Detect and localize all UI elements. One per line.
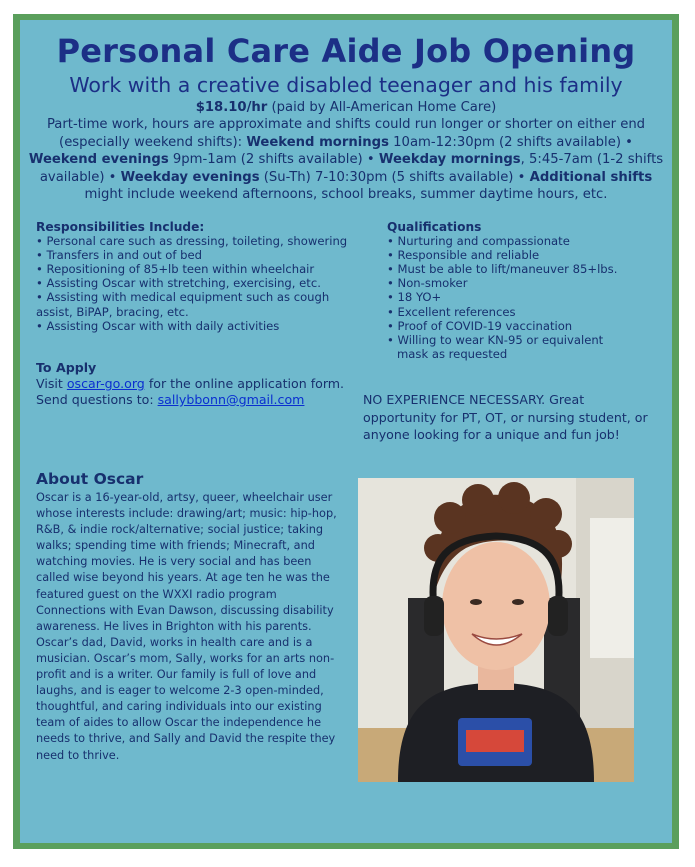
- apply-section: [36, 360, 356, 408]
- list-item: • Willing to wear KN-95 or equivalent mask as requested: [387, 333, 637, 361]
- shift-weekday-evenings-detail: (Su-Th) 7-10:30pm (5 shifts available) •: [259, 169, 530, 185]
- list-item: • Assisting Oscar with stretching, exercising, etc.: [36, 276, 366, 290]
- shift-weekend-mornings-detail: 10am-12:30pm (2 shifts available) •: [388, 134, 633, 150]
- portrait-illustration: [358, 478, 634, 782]
- shift-additional: Additional shifts: [529, 169, 653, 185]
- qualifications-heading: Qualifications: [387, 220, 482, 234]
- shift-weekend-mornings: Weekend mornings: [246, 134, 389, 150]
- shift-additional-detail: might include weekend afternoons, school breaks, summer daytime hours, etc.: [84, 187, 608, 203]
- responsibilities-list: [36, 234, 366, 333]
- shift-weekend-evenings: Weekend evenings: [28, 152, 169, 168]
- list-item: • Repositioning of 85+lb teen within wheelchair: [36, 262, 366, 276]
- qualifications-section: [387, 220, 637, 361]
- intro-text: Part-time work, hours are approximate and shifts could run longer or shorter on either end (especially weekend shifts):: [46, 117, 646, 150]
- pay-rate: $18.10/hr: [195, 100, 268, 115]
- list-item: • Assisting Oscar with with daily activities: [36, 319, 366, 333]
- responsibilities-heading: Responsibilities Include:: [36, 220, 205, 234]
- shift-weekday-mornings: Weekday mornings: [378, 152, 521, 168]
- email-link[interactable]: sallybbonn@gmail.com: [157, 392, 305, 407]
- list-item: • Nurturing and compassionate: [387, 234, 637, 248]
- pay-note: (paid by All-American Home Care): [267, 100, 497, 115]
- flyer-panel: [20, 20, 672, 843]
- apply-text-2: for the online application form. Send questions to:: [36, 376, 345, 407]
- list-item: • 18 YO+: [387, 290, 637, 304]
- page-title: Personal Care Aide Job Opening: [56, 32, 636, 70]
- shift-weekday-evenings: Weekday evenings: [120, 169, 260, 185]
- about-text: Oscar is a 16-year-old, artsy, queer, wheelchair user whose interests include: drawing/art; music: hip-hop, R&B, & indie rock/alternative; social justice; taking walks; spending time with friends; Minecraft, and watching movies. He is very social and has been called wise beyond his years. At age ten he was the featured guest on the WXXI radio program Connections with Evan Dawson, discussing disability awareness. He lives in Brighton with his parents. Oscar’s dad, David, works in health care and is a musician. Oscar’s mom, Sally, works for an arts non-profit and is a writer. Our family is full of love and laughs, and is eager to welcome 2-3 open-minded, thoughtful, and caring individuals into our existing team of aides to allow Oscar the independence he needs to thrive, and Sally and David the respite they need to thrive.: [36, 491, 337, 762]
- qualifications-list: [387, 234, 637, 361]
- apply-text: Visit: [36, 376, 67, 391]
- list-item: • Responsible and reliable: [387, 248, 637, 262]
- about-heading: About Oscar: [36, 470, 144, 488]
- no-experience-note: NO EXPERIENCE NECESSARY. Great opportunity for PT, OT, or nursing student, or anyone looking for a unique and fun job!: [363, 392, 648, 442]
- list-item: • Must be able to lift/maneuver 85+lbs.: [387, 262, 637, 276]
- shift-weekend-evenings-detail: 9pm-1am (2 shifts available) •: [168, 152, 379, 168]
- list-item: • Non-smoker: [387, 276, 637, 290]
- list-item: • Proof of COVID-19 vaccination: [387, 319, 637, 333]
- page-subtitle: Work with a creative disabled teenager and his family: [69, 73, 623, 97]
- oscar-photo: [358, 478, 634, 782]
- shift-weekday-mornings-detail: , 5:45-7am (1-2 shifts available) •: [39, 152, 664, 185]
- website-link[interactable]: oscar-go.org: [66, 376, 145, 391]
- list-item: • Personal care such as dressing, toileting, showering: [36, 234, 366, 248]
- list-item: • Excellent references: [387, 305, 637, 319]
- list-item: • Transfers in and out of bed: [36, 248, 366, 262]
- responsibilities-section: [36, 220, 366, 333]
- list-item: • Assisting with medical equipment such as cough assist, BiPAP, bracing, etc.: [36, 290, 366, 318]
- apply-heading: To Apply: [36, 360, 97, 375]
- job-intro: [28, 99, 664, 203]
